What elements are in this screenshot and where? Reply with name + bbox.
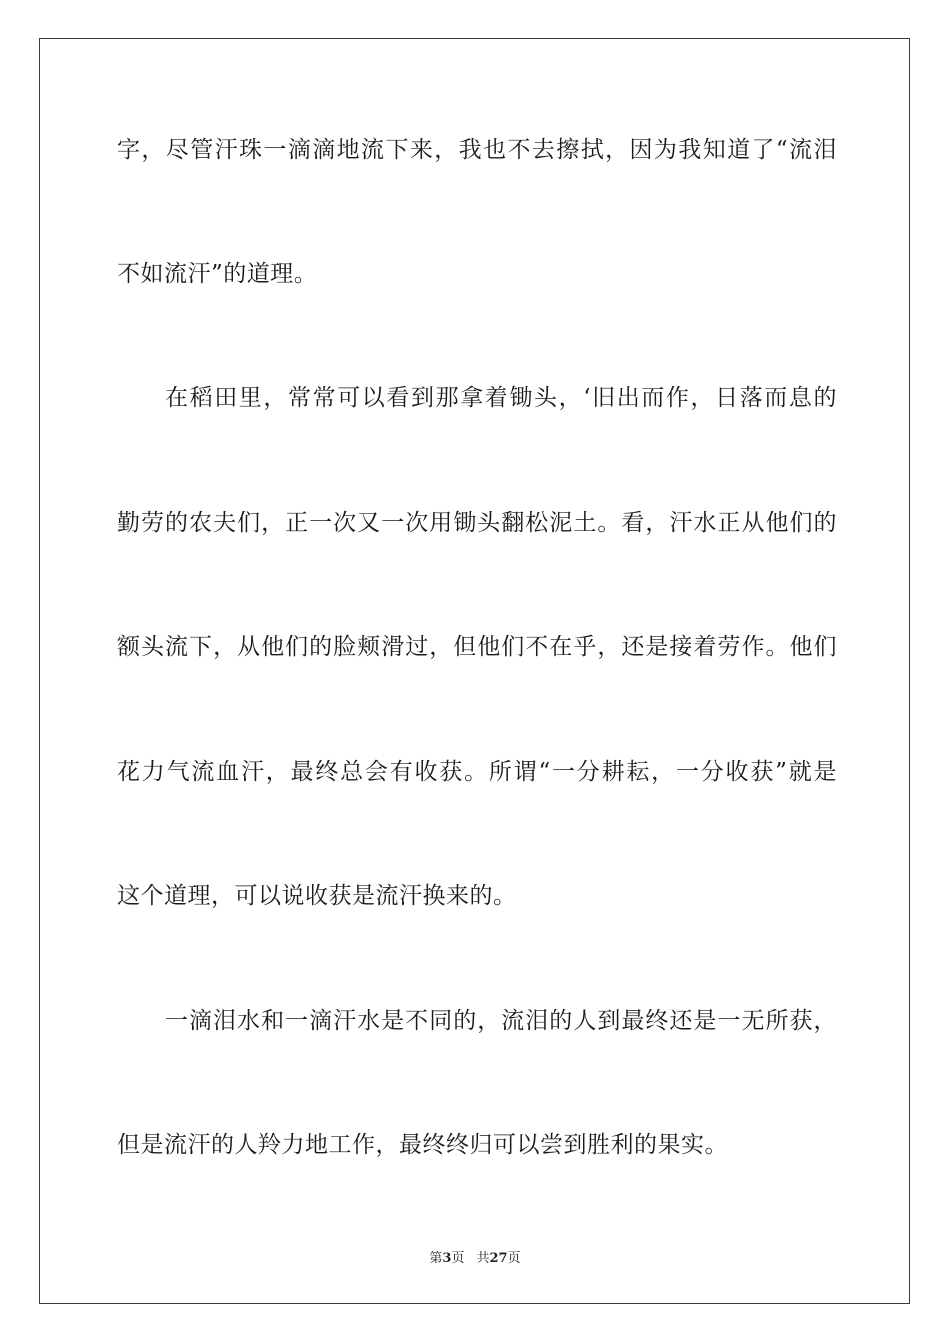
text-line-9: 但是流汗的人羚力地工作，最终终归可以尝到胜利的果实。 (117, 1132, 728, 1158)
text-line-3: 在稻田里，常常可以看到那拿着锄头，‘旧出而作，日落而息的 (165, 385, 837, 411)
total-suffix: 页 (507, 1251, 521, 1266)
text-line-4: 勤劳的农夫们，正一次又一次用锄头翻松泥土。看，汗水正从他们的 (117, 510, 837, 536)
text-line-1: 字，尽管汗珠一滴滴地流下来，我也不去擦拭，因为我知道了“流泪 (117, 137, 837, 163)
total-pages: 27 (489, 1251, 508, 1266)
page-number: 3 (442, 1251, 452, 1266)
text-line-5: 额头流下，从他们的脸颊滑过，但他们不在乎，还是接着劳作。他们 (117, 634, 837, 660)
page-border (39, 38, 910, 1304)
page-prefix: 第 (429, 1251, 443, 1266)
total-prefix: 共 (476, 1251, 490, 1266)
text-line-7: 这个道理，可以说收获是流汗换来的。 (117, 883, 517, 909)
page-footer (0, 1247, 950, 1266)
text-line-6: 花力气流血汗，最终总会有收获。所谓“一分耕耘，一分收获”就是 (117, 759, 837, 785)
page-suffix: 页 (451, 1251, 465, 1266)
text-line-8: 一滴泪水和一滴汗水是不同的，流泪的人到最终还是一无所获， (165, 1008, 837, 1034)
text-line-2: 不如流汗”的道理。 (117, 261, 318, 287)
